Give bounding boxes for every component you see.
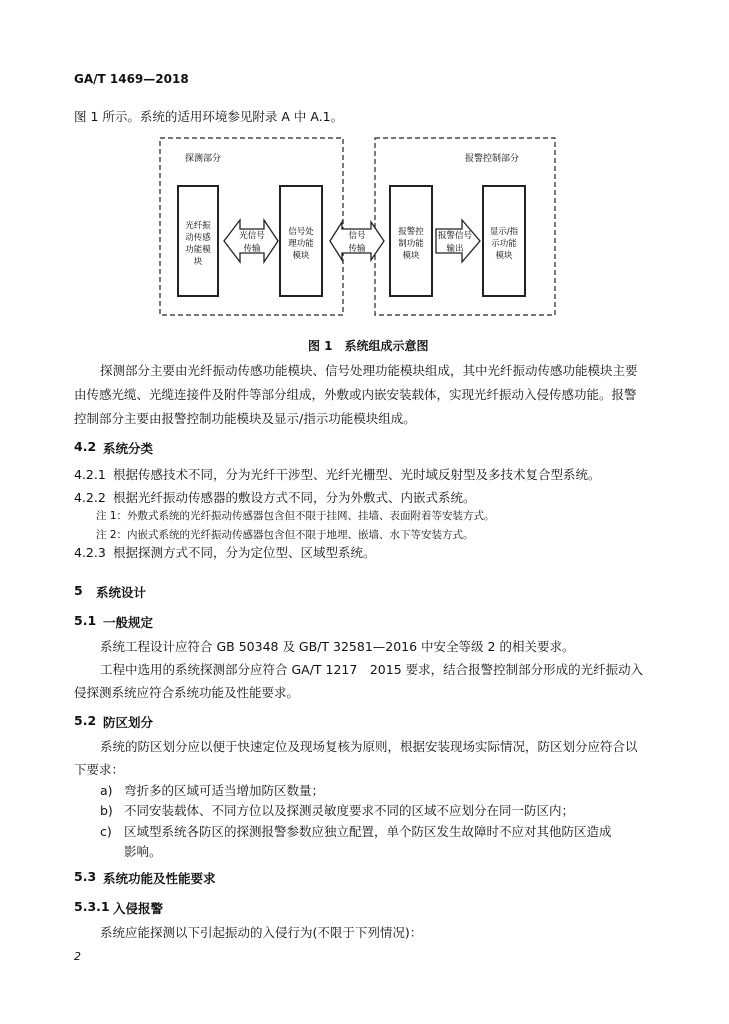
section-4-2-2-number: 4.2.2 — [74, 490, 106, 505]
box3-line2: 制功能 — [398, 239, 424, 249]
box3-line1: 报警控 — [398, 227, 424, 237]
section-5-1-title: 一般规定 — [103, 615, 154, 630]
section-5-number: 5 — [74, 583, 83, 598]
para-5-2-line1: 系统的防区划分应以便于快速定位及现场复核为原则，根据安装现场实际情况，防区划分应符合以 — [100, 739, 638, 754]
box4-line1: 显示/指 — [489, 227, 519, 237]
section-4-2-1-text: 根据传感技术不同，分为光纤干涉型、光纤光栅型、光时域反射型及多技术复合型系统。 — [113, 467, 601, 482]
section-4-2-title: 系统分类 — [103, 441, 154, 456]
list-item-c: 区域型系统各防区的探测报警参数应独立配置，单个防区发生故障时不应对其他防区造成 — [124, 824, 612, 839]
para1-line2: 由传感光缆、光缆连接件及附件等部分组成，外敷或内嵌安装载体，实现光纤振动入侵传感功能。报警 — [74, 387, 637, 402]
system-diagram — [150, 128, 560, 323]
note-2: 注 2：内嵌式系统的光纤振动传感器包含但不限于地埋、嵌墙、水下等安装方式。 — [96, 529, 474, 541]
section-5-title: 系统设计 — [96, 585, 147, 600]
box1-line1: 光纤振 — [185, 221, 211, 231]
box3-line3: 模块 — [402, 251, 420, 261]
section-4-2-number: 4.2 — [74, 439, 97, 454]
arrow1-line1: 光信号 — [239, 231, 265, 241]
box1-line2: 动传感 — [185, 233, 211, 243]
double-arrow-optical — [224, 220, 278, 262]
page-number: 2 — [74, 950, 81, 963]
list-item-b: 不同安装载体、不同方位以及探测灵敏度要求不同的区域不应划分在同一防区内； — [124, 803, 575, 818]
para-5-2-line2: 下要求： — [74, 762, 125, 777]
section-5-3-title: 系统功能及性能要求 — [103, 871, 216, 886]
section-5-1-number: 5.1 — [74, 613, 97, 628]
arrow2-line1: 信号 — [348, 231, 366, 241]
para-5-1-b-line2: 侵探测系统应符合系统功能及性能要求。 — [74, 685, 300, 700]
section-5-3-1-number: 5.3.1 — [74, 899, 110, 914]
arrow3-line1: 报警信号 — [437, 231, 473, 241]
arrow-alarm-output — [436, 220, 480, 262]
list-marker-b: b) — [100, 803, 113, 818]
section-4-2-3-text: 根据探测方式不同，分为定位型、区域型系统。 — [113, 545, 376, 560]
para1-line3: 控制部分主要由报警控制功能模块及显示/指示功能模块组成。 — [74, 411, 416, 426]
note-1: 注 1：外敷式系统的光纤振动传感器包含但不限于挂网、挂墙、表面附着等安装方式。 — [96, 510, 495, 522]
para1-line1: 探测部分主要由光纤振动传感功能模块、信号处理功能模块组成，其中光纤振动传感功能模块主要 — [100, 363, 638, 378]
section-4-2-3-number: 4.2.3 — [74, 545, 106, 560]
arrow2-line2: 传输 — [348, 244, 366, 254]
box1-line3: 功能模 — [185, 245, 211, 255]
double-arrow-signal — [330, 222, 384, 260]
para-5-3-1: 系统应能探测以下引起振动的入侵行为(不限于下列情况)： — [100, 925, 423, 940]
para-5-1-a: 系统工程设计应符合 GB 50348 及 GB/T 32581—2016 中安全等级 2 的相关要求。 — [100, 639, 575, 654]
section-5-3-1-title: 入侵报警 — [113, 901, 164, 916]
group-label-alarm: 报警控制部分 — [465, 154, 520, 164]
group-label-detection: 探测部分 — [185, 154, 222, 164]
box2-line3: 模块 — [292, 251, 310, 261]
list-item-a: 弯折多的区域可适当增加防区数量； — [124, 783, 325, 798]
arrow3-line2: 输出 — [446, 244, 464, 254]
box4-line3: 模块 — [495, 251, 513, 261]
list-item-c-cont: 影响。 — [124, 844, 162, 859]
section-5-3-number: 5.3 — [74, 869, 97, 884]
figure-caption: 图 1 系统组成示意图 — [308, 339, 429, 353]
para-5-1-b-line1: 工程中选用的系统探测部分应符合 GA/T 1217 2015 要求，结合报警控制部分形成的光纤振动入 — [100, 662, 644, 677]
arrow1-line2: 传输 — [243, 244, 261, 254]
intro-text: 图 1 所示。系统的适用环境参见附录 A 中 A.1。 — [74, 109, 344, 124]
list-marker-c: c) — [100, 824, 112, 839]
section-4-2-2-text: 根据光纤振动传感器的敷设方式不同，分为外敷式、内嵌式系统。 — [113, 490, 476, 505]
box2-line2: 理功能 — [288, 239, 314, 249]
box4-line2: 示功能 — [491, 239, 517, 249]
box1-line4: 块 — [193, 257, 203, 267]
section-4-2-1-number: 4.2.1 — [74, 467, 106, 482]
section-5-2-title: 防区划分 — [103, 715, 154, 730]
standard-code: GA/T 1469—2018 — [74, 72, 189, 86]
box2-line1: 信号处 — [288, 227, 314, 237]
list-marker-a: a) — [100, 783, 113, 798]
section-5-2-number: 5.2 — [74, 713, 97, 728]
